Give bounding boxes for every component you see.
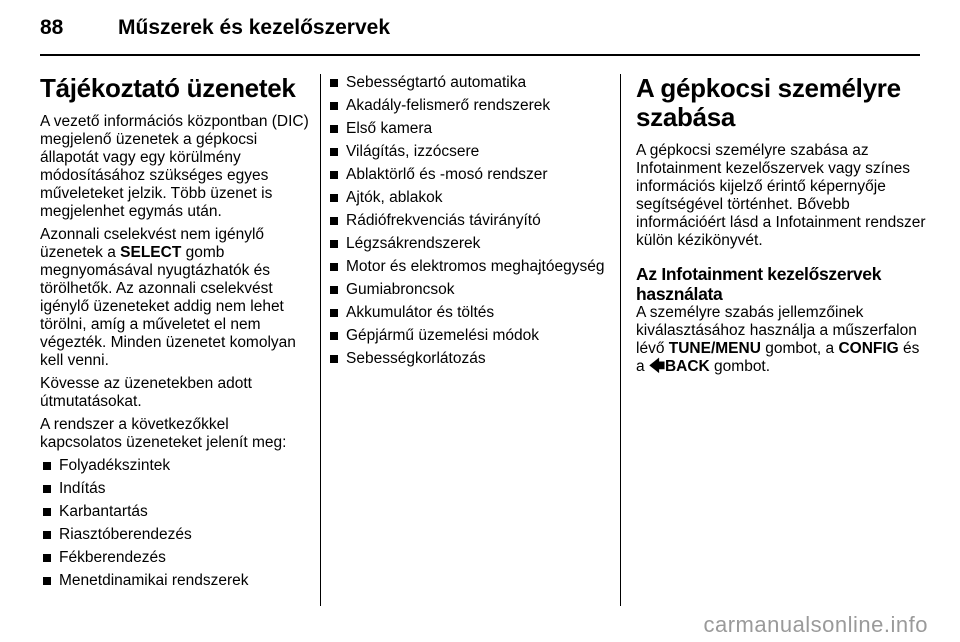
list-item-label: Ajtók, ablakok — [346, 189, 443, 206]
list-item-label: Fékberendezés — [59, 549, 166, 566]
paragraph-controls — [636, 304, 926, 376]
paragraph-intro: A vezető információs központban (DIC) megjelenő üzenetek a gépkocsi állapotát vagy egy körülmény módosításához szükséges egyes műveleteket jelzik. Több üzenet is megjelenhet egymás után. — [40, 113, 309, 220]
list-item — [43, 526, 315, 544]
back-button-label: BACK — [664, 358, 710, 375]
square-bullet-icon — [330, 79, 338, 87]
paragraph-personalization: A gépkocsi személyre szabása az Infotainment kezelőszervek vagy színes információs kijelző érintő képernyője segítségével történhet. Bővebb információért lásd a Infotainment rendszer külön kézikönyvét. — [636, 142, 926, 249]
column-2 — [330, 74, 612, 373]
chapter-title: Műszerek és kezelőszervek — [118, 16, 391, 39]
list-item — [330, 143, 612, 161]
square-bullet-icon — [330, 125, 338, 133]
square-bullet-icon — [330, 355, 338, 363]
message-category-list-2 — [330, 74, 612, 368]
section-title-messages: Tájékoztató üzenetek — [40, 73, 296, 103]
list-item — [43, 457, 315, 475]
list-item-label: Világítás, izzócsere — [346, 143, 480, 160]
square-bullet-icon — [43, 554, 51, 562]
subsection-title-controls: Az Infotainment kezelőszervek használata — [636, 264, 882, 304]
square-bullet-icon — [43, 531, 51, 539]
list-item-label: Karbantartás — [59, 503, 148, 520]
list-item-label: Indítás — [59, 480, 106, 497]
square-bullet-icon — [330, 194, 338, 202]
section-title-personalization: A gépkocsi személyre szabása — [636, 73, 901, 132]
square-bullet-icon — [43, 485, 51, 493]
list-item — [330, 327, 612, 345]
list-item — [43, 480, 315, 498]
message-category-list-1 — [40, 457, 312, 590]
list-item-label: Ablaktörlő és -mosó rendszer — [346, 166, 548, 183]
list-item — [330, 212, 612, 230]
square-bullet-icon — [330, 102, 338, 110]
square-bullet-icon — [43, 577, 51, 585]
square-bullet-icon — [330, 309, 338, 317]
square-bullet-icon — [330, 332, 338, 340]
square-bullet-icon — [330, 217, 338, 225]
list-item — [330, 189, 612, 207]
list-item — [330, 74, 612, 92]
list-item — [43, 572, 315, 590]
list-item-label: Rádiófrekvenciás távirányító — [346, 212, 541, 229]
list-item-label: Riasztóberendezés — [59, 526, 192, 543]
square-bullet-icon — [330, 171, 338, 179]
paragraph-select-pre: Azonnali cselekvést nem igénylő üzenetek a — [40, 226, 265, 261]
list-item-label: Első kamera — [346, 120, 433, 137]
list-item — [330, 120, 612, 138]
config-button-label: CONFIG — [838, 340, 899, 357]
list-item — [43, 549, 315, 567]
paragraph-select — [40, 226, 312, 370]
list-item-label: Akadály-felismerő rendszerek — [346, 97, 551, 114]
list-item — [330, 166, 612, 184]
square-bullet-icon — [330, 240, 338, 248]
paragraph-controls-a: A személyre szabás jellemzőinek kiválasztásához használja a műszerfalon lévő — [636, 304, 917, 357]
list-item-label: Sebességkorlátozás — [346, 350, 486, 367]
paragraph-controls-e: gombot. — [709, 358, 771, 375]
list-item — [330, 258, 612, 276]
list-item-label: Légzsákrendszerek — [346, 235, 481, 252]
list-item-label: Akkumulátor és töltés — [346, 304, 495, 321]
square-bullet-icon — [43, 462, 51, 470]
column-divider-1 — [320, 74, 321, 606]
list-item-label: Menetdinamikai rendszerek — [59, 572, 249, 589]
list-item-label: Motor és elektromos meghajtóegység — [346, 258, 605, 275]
page-header — [40, 16, 920, 56]
page-number: 88 — [40, 16, 64, 39]
select-button-label: SELECT — [120, 244, 182, 261]
list-item-label: Folyadékszintek — [59, 457, 171, 474]
list-item — [330, 350, 612, 368]
list-item — [330, 281, 612, 299]
square-bullet-icon — [330, 148, 338, 156]
paragraph-select-post: gomb megnyomásával nyugtázhatók és törölhetők. Az azonnali cselekvést igénylő üzeneteket addig nem lehet törölni, amíg a műveletet el nem végezték. Minden üzenetet komolyan kell venni. — [40, 244, 296, 369]
square-bullet-icon — [330, 263, 338, 271]
list-item-label: Sebességtartó automatika — [346, 74, 527, 91]
list-item-label: Gumiabroncsok — [346, 281, 455, 298]
column-1 — [40, 74, 312, 595]
column-divider-2 — [620, 74, 621, 606]
paragraph-controls-c: gombot, a — [760, 340, 839, 357]
square-bullet-icon — [330, 286, 338, 294]
list-item — [330, 97, 612, 115]
paragraph-follow: Kövesse az üzenetekben adott útmutatásokat. — [40, 375, 252, 410]
square-bullet-icon — [43, 508, 51, 516]
tune-menu-button-label: TUNE/MENU — [668, 340, 761, 357]
paragraph-list-intro: A rendszer a következőkkel kapcsolatos üzeneteket jelenít meg: — [40, 416, 287, 451]
list-item — [43, 503, 315, 521]
paragraph-controls-d: és a — [636, 340, 920, 375]
column-3 — [636, 74, 926, 381]
list-item-label: Gépjármű üzemelési módok — [346, 327, 539, 344]
list-item — [330, 235, 612, 253]
list-item — [330, 304, 612, 322]
back-arrow-icon: 🡄 — [648, 358, 665, 375]
watermark: carmanualsonline.info — [703, 612, 928, 637]
